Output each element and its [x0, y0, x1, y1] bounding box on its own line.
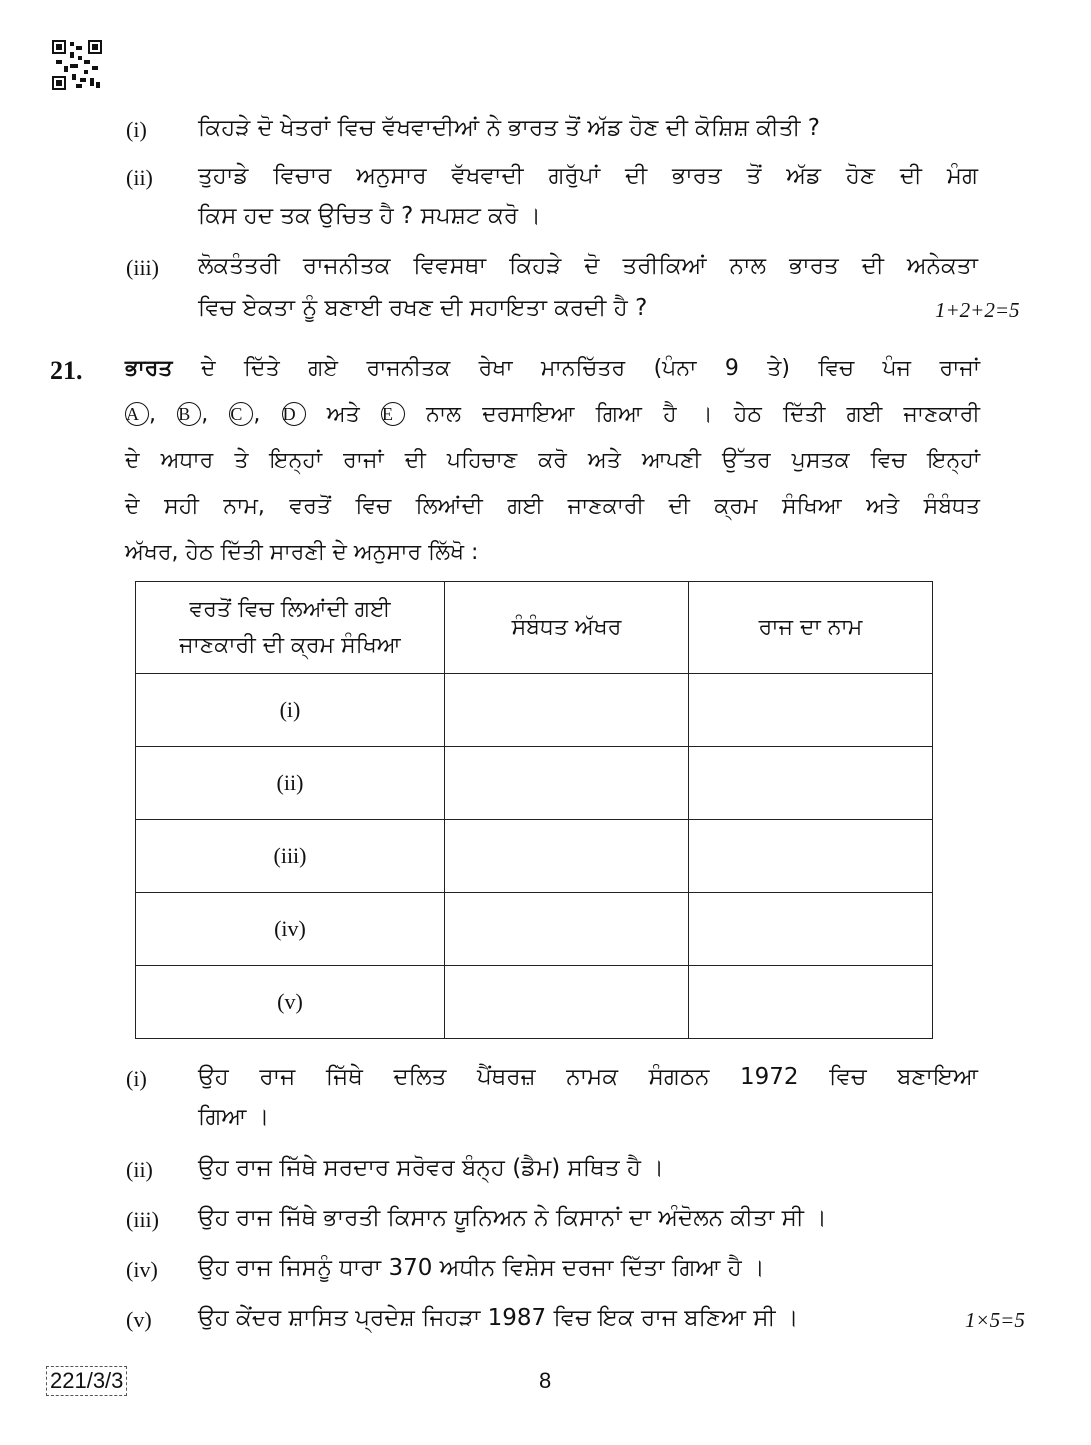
table-cell [689, 893, 933, 966]
subpart-text: ਕਿਹੜੇ ਦੋ ਖੇਤਰਾਂ ਵਿਚ ਵੱਖਵਾਦੀਆਂ ਨੇ ਭਾਰਤ ਤੋਂ ਅੱਡ ਹੋਣ ਦੀ ਕੋਸ਼ਿਸ਼ ਕੀਤੀ ? [198, 115, 820, 141]
clue-text: ਗਿਆ । [198, 1104, 270, 1130]
answer-table [135, 581, 933, 1039]
table-header: ਰਾਜ ਦਾ ਨਾਮ [689, 582, 933, 674]
table-cell [689, 747, 933, 820]
clue-number: (iii) [126, 1207, 159, 1232]
question-number: 21. [50, 356, 83, 385]
marks: 1+2+2=5 [935, 298, 1020, 322]
table-row [136, 893, 933, 966]
question-line: ਅੱਖਰ, ਹੇਠ ਦਿੱਤੀ ਸਾਰਣੀ ਦੇ ਅਨੁਸਾਰ ਲਿੱਖੋ : [125, 540, 479, 565]
question-line: ਭਾਰਤ ਦੇ ਦਿੱਤੇ ਗਏ ਰਾਜਨੀਤਕ ਰੇਖਾ ਮਾਨਚਿੱਤਰ (ਪੰਨਾ 9 ਤੇ) ਵਿਚ ਪੰਜ ਰਾਜਾਂ [125, 356, 980, 381]
clue-text: ਉਹ ਕੇਂਦਰ ਸ਼ਾਸਿਤ ਪ੍ਰਦੇਸ਼ ਜਿਹੜਾ 1987 ਵਿਚ ਇਕ ਰਾਜ ਬਣਿਆ ਸੀ । [198, 1305, 799, 1331]
subpart-text: ਵਿਚ ਏਕਤਾ ਨੂੰ ਬਣਾਈ ਰਖਣ ਦੀ ਸਹਾਇਤਾ ਕਰਦੀ ਹੈ ? [198, 295, 648, 321]
circled-letter: C [229, 402, 253, 426]
table-cell [445, 820, 689, 893]
circled-letter: B [177, 402, 201, 426]
subpart-text: ਕਿਸ ਹਦ ਤਕ ਉਚਿਤ ਹੈ ? ਸਪਸ਼ਟ ਕਰੋ । [198, 203, 541, 229]
page-number: 8 [539, 1368, 552, 1393]
table-row [136, 966, 933, 1039]
question-line: ਦੇ ਸਹੀ ਨਾਮ, ਵਰਤੋਂ ਵਿਚ ਲਿਆਂਦੀ ਗਈ ਜਾਣਕਾਰੀ ਦੀ ਕ੍ਰਮ ਸੰਖਿਆ ਅਤੇ ਸੰਬੰਧਤ [125, 494, 980, 519]
table-cell [689, 966, 933, 1039]
table-cell: (i) [136, 674, 445, 747]
clue-number: (ii) [126, 1157, 153, 1182]
clue-text: ਉਹ ਰਾਜ ਜਿੱਥੇ ਸਰਦਾਰ ਸਰੋਵਰ ਬੰਨ੍ਹ (ਡੈਮ) ਸਥਿਤ ਹੈ । [198, 1155, 664, 1181]
circled-letter: E [381, 402, 405, 426]
marks: 1×5=5 [965, 1308, 1025, 1332]
table-header: ਸੰਬੰਧਤ ਅੱਖਰ [445, 582, 689, 674]
table-cell [689, 820, 933, 893]
table-header-row [136, 582, 933, 674]
table-cell: (v) [136, 966, 445, 1039]
circled-letter: A [125, 402, 149, 426]
question-bold-word: ਭਾਰਤ [125, 356, 173, 381]
table-cell [445, 893, 689, 966]
table-cell: (iii) [136, 820, 445, 893]
clue-number: (i) [126, 1066, 147, 1091]
table-cell [689, 674, 933, 747]
table-row [136, 820, 933, 893]
subpart-number: (ii) [126, 165, 153, 190]
clue-text: ਉਹ ਰਾਜ ਜਿਸਨੂੰ ਧਾਰਾ 370 ਅਧੀਨ ਵਿਸ਼ੇਸ ਦਰਜਾ ਦਿੱਤਾ ਗਿਆ ਹੈ । [198, 1255, 765, 1281]
clue-text: ਉਹ ਰਾਜ ਜਿੱਥੇ ਦਲਿਤ ਪੈਂਥਰਜ਼ ਨਾਮਕ ਸੰਗਠਨ 1972 ਵਿਚ ਬਣਾਇਆ [198, 1064, 978, 1090]
clue-number: (iv) [126, 1257, 158, 1282]
table-cell: (ii) [136, 747, 445, 820]
subpart-text: ਤੁਹਾਡੇ ਵਿਚਾਰ ਅਨੁਸਾਰ ਵੱਖਵਾਦੀ ਗਰੁੱਪਾਂ ਦੀ ਭਾਰਤ ਤੋਂ ਅੱਡ ਹੋਣ ਦੀ ਮੰਗ [198, 163, 978, 189]
question-line: ਦੇ ਅਧਾਰ ਤੇ ਇਨ੍ਹਾਂ ਰਾਜਾਂ ਦੀ ਪਹਿਚਾਣ ਕਰੋ ਅਤੇ ਆਪਣੀ ਉੱਤਰ ਪੁਸਤਕ ਵਿਚ ਇਨ੍ਹਾਂ [125, 448, 980, 473]
table-cell [445, 747, 689, 820]
subpart-number: (i) [126, 117, 147, 142]
table-row [136, 674, 933, 747]
subpart-number: (iii) [126, 255, 159, 280]
paper-code: 221/3/3 [46, 1366, 127, 1396]
circled-letter: D [282, 402, 306, 426]
qr-code-icon [52, 40, 102, 90]
table-row [136, 747, 933, 820]
clue-number: (v) [126, 1307, 152, 1332]
table-header: ਵਰਤੋਂ ਵਿਚ ਲਿਆਂਦੀ ਗਈ ਜਾਣਕਾਰੀ ਦੀ ਕ੍ਰਮ ਸੰਖਿਆ [136, 582, 445, 674]
table-cell: (iv) [136, 893, 445, 966]
question-line: A , B , C , D ਅਤੇ E ਨਾਲ ਦਰਸਾਇਆ ਗਿਆ ਹੈ । ਹੇਠ ਦਿੱਤੀ ਗਈ ਜਾਣਕਾਰੀ [126, 402, 980, 427]
clue-text: ਉਹ ਰਾਜ ਜਿੱਥੇ ਭਾਰਤੀ ਕਿਸਾਨ ਯੂਨਿਅਨ ਨੇ ਕਿਸਾਨਾਂ ਦਾ ਅੰਦੋਲਨ ਕੀਤਾ ਸੀ । [198, 1205, 827, 1231]
table-cell [445, 966, 689, 1039]
table-cell [445, 674, 689, 747]
subpart-text: ਲੋਕਤੰਤਰੀ ਰਾਜਨੀਤਕ ਵਿਵਸਥਾ ਕਿਹੜੇ ਦੋ ਤਰੀਕਿਆਂ ਨਾਲ ਭਾਰਤ ਦੀ ਅਨੇਕਤਾ [198, 253, 978, 279]
